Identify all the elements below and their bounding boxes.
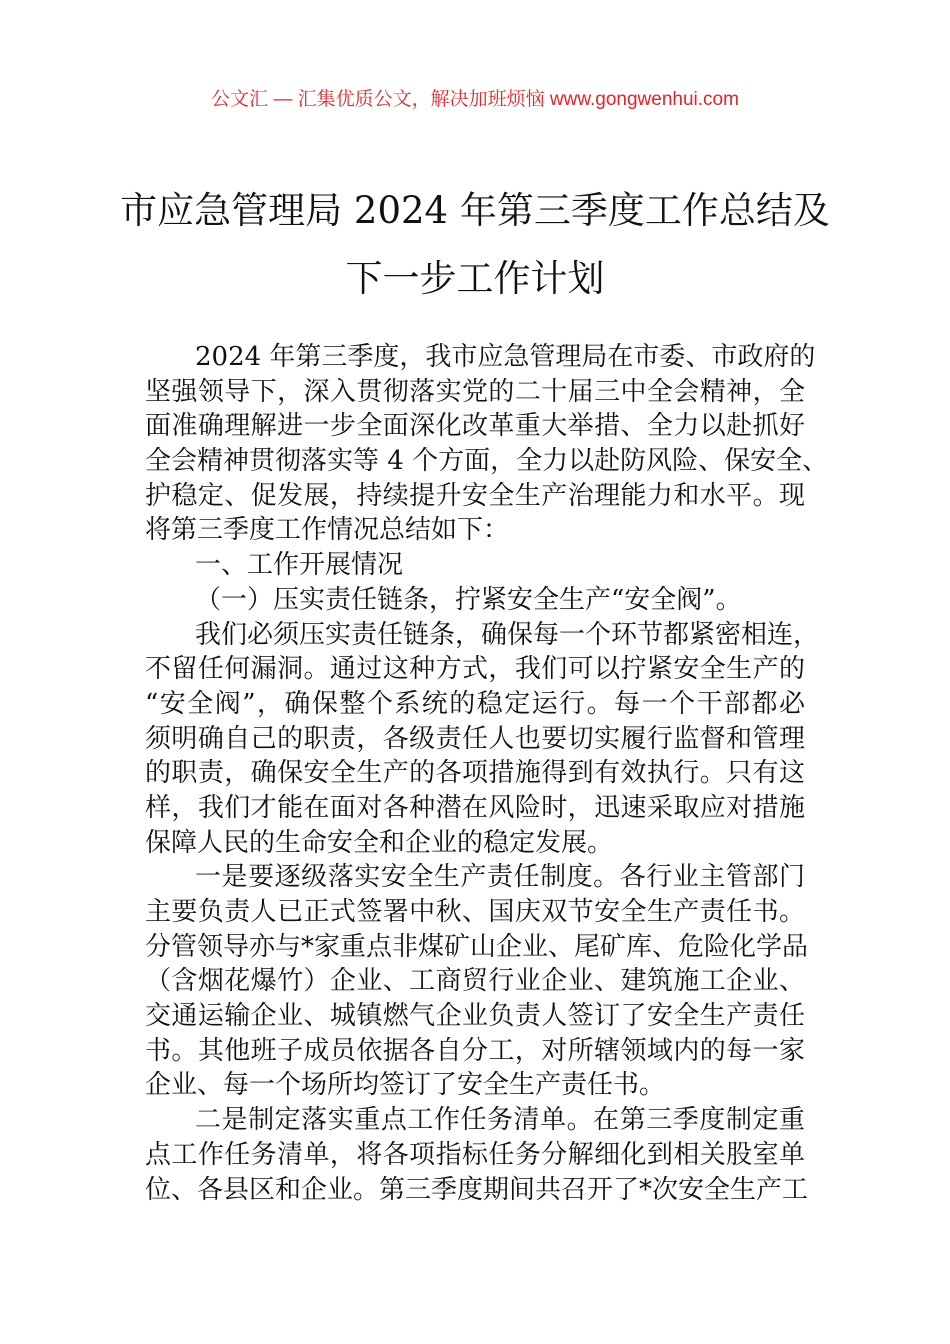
paragraph-line: 将第三季度工作情况总结如下：	[145, 515, 510, 546]
paragraph-line: 二是制定落实重点工作任务清单。在第三季度制定重	[195, 1105, 805, 1136]
document-body	[145, 340, 829, 1207]
paragraph-line: 面准确理解进一步全面深化改革重大举措、全力以赴抓好	[145, 411, 805, 442]
paragraph-line: 不留任何漏洞。通过这种方式，我们可以拧紧安全生产的	[145, 654, 805, 685]
paragraph-line: 我们必须压实责任链条，确保每一个环节都紧密相连，	[195, 619, 820, 650]
paragraph-line: 须明确自己的职责，各级责任人也要切实履行监督和管理	[145, 723, 805, 754]
paragraph-line: （一）压实责任链条，拧紧安全生产“安全阀”。	[195, 584, 742, 615]
watermark-header: 公文汇 — 汇集优质公文，解决加班烦恼 www.gongwenhui.com	[211, 89, 739, 110]
document-title-line-1: 市应急管理局 2024 年第三季度工作总结及	[120, 189, 830, 232]
paragraph-line: 位、各县区和企业。第三季度期间共召开了*次安全生产工	[145, 1174, 809, 1205]
paragraph-line: 保障人民的生命安全和企业的稳定发展。	[145, 827, 614, 858]
paragraph-line: “安全阀”，确保整个系统的稳定运行。每一个干部都必	[145, 688, 805, 719]
paragraph-line: 一是要逐级落实安全生产责任制度。各行业主管部门	[195, 862, 805, 893]
paragraph-line: 护稳定、促发展，持续提升安全生产治理能力和水平。现	[145, 480, 805, 511]
paragraph-line: 书。其他班子成员依据各自分工，对所辖领域内的每一家	[145, 1035, 805, 1066]
paragraph-line: 样，我们才能在面对各种潜在风险时，迅速采取应对措施	[145, 792, 805, 823]
paragraph-line: 全会精神贯彻落实等 4 个方面，全力以赴防风险、保安全、	[145, 446, 829, 477]
paragraph-line: （含烟花爆竹）企业、工商贸行业企业、建筑施工企业、	[145, 966, 805, 997]
paragraph-line: 企业、每一个场所均签订了安全生产责任书。	[145, 1070, 666, 1101]
paragraph-line: 点工作任务清单，将各项指标任务分解细化到相关股室单	[145, 1139, 805, 1170]
paragraph-line: 主要负责人已正式签署中秋、国庆双节安全生产责任书。	[145, 897, 805, 927]
paragraph-line: 分管领导亦与*家重点非煤矿山企业、尾矿库、危险化学品	[145, 931, 809, 962]
paragraph-line: 的职责，确保安全生产的各项措施得到有效执行。只有这	[145, 758, 805, 789]
paragraph-line: 交通运输企业、城镇燃气企业负责人签订了安全生产责任	[145, 1001, 805, 1032]
paragraph-line: 坚强领导下，深入贯彻落实党的二十届三中全会精神，全	[145, 376, 805, 407]
paragraph-line: 2024 年第三季度，我市应急管理局在市委、市政府的	[195, 342, 816, 372]
document-title-line-2: 下一步工作计划	[345, 257, 605, 300]
paragraph-line: 一、工作开展情况	[195, 550, 404, 581]
